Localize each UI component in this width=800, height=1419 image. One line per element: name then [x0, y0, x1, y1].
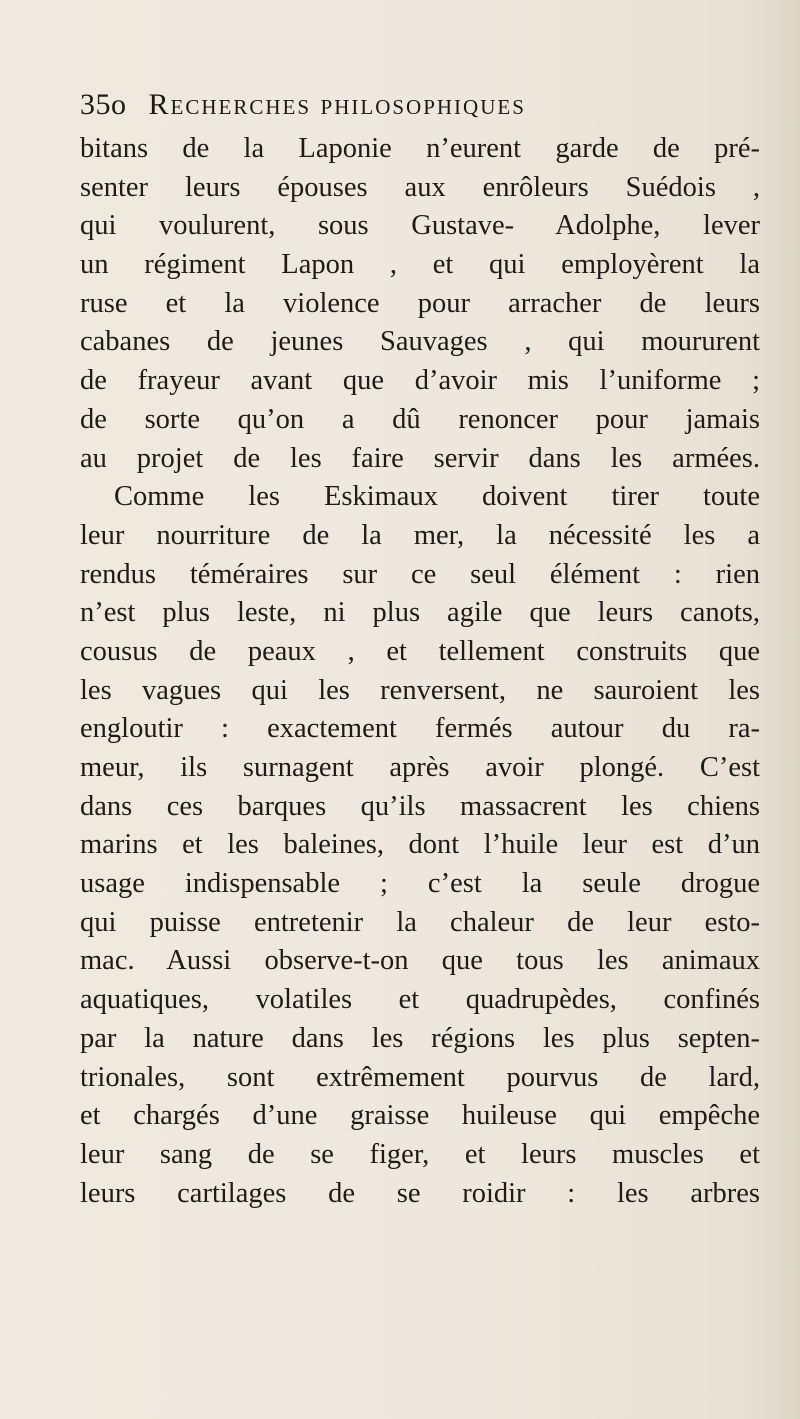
- text-line: trionales, sont extrêmement pourvus de lard,: [80, 1061, 760, 1093]
- text-line: de frayeur avant que d’avoir mis l’uniforme ;: [80, 365, 760, 397]
- text-line: au projet de les faire servir dans les armées.: [80, 442, 760, 474]
- text-line: cabanes de jeunes Sauvages , qui moururent: [80, 326, 760, 358]
- text-line: usage indispensable ; c’est la seule drogue: [80, 868, 760, 900]
- text-line: cousus de peaux , et tellement construits que: [80, 635, 760, 667]
- text-line: leur sang de se figer, et leurs muscles et: [80, 1138, 760, 1170]
- text-line: engloutir : exactement fermés autour du ra-: [80, 713, 760, 745]
- text-line: n’est plus leste, ni plus agile que leurs canots,: [80, 597, 760, 629]
- body-text: [80, 130, 760, 1213]
- text-line: aquatiques, volatiles et quadrupèdes, confinés: [80, 984, 760, 1016]
- text-line: dans ces barques qu’ils massacrent les chiens: [80, 790, 760, 822]
- text-line: de sorte qu’on a dû renoncer pour jamais: [80, 403, 760, 435]
- text-line: ruse et la violence pour arracher de leurs: [80, 287, 760, 319]
- text-line: leur nourriture de la mer, la nécessité les a: [80, 519, 760, 551]
- text-line: bitans de la Laponie n’eurent garde de pré-: [80, 133, 760, 164]
- text-line: leurs cartilages de se roidir : les arbres: [80, 1177, 760, 1209]
- text-line: qui puisse entretenir la chaleur de leur esto-: [80, 906, 760, 938]
- running-head: [80, 88, 526, 122]
- text-line: Comme les Eskimaux doivent tirer toute: [114, 481, 760, 513]
- text-line: rendus téméraires sur ce seul élément : rien: [80, 558, 760, 590]
- page-number: 35o: [80, 88, 127, 121]
- text-line: par la nature dans les régions les plus septen-: [80, 1022, 760, 1054]
- running-title: Recherches philosophiques: [148, 88, 526, 121]
- text-line: les vagues qui les renversent, ne sauroient les: [80, 674, 760, 706]
- text-line: mac. Aussi observe-t-on que tous les animaux: [80, 945, 760, 977]
- text-line: et chargés d’une graisse huileuse qui empêche: [80, 1100, 760, 1132]
- text-line: un régiment Lapon , et qui employèrent la: [80, 249, 760, 281]
- text-line: qui voulurent, sous Gustave- Adolphe, lever: [80, 210, 760, 242]
- text-line: marins et les baleines, dont l’huile leur est d’un: [80, 829, 760, 861]
- text-line: meur, ils surnagent après avoir plongé. C’est: [80, 752, 760, 783]
- text-line: senter leurs épouses aux enrôleurs Suédois ,: [80, 171, 760, 203]
